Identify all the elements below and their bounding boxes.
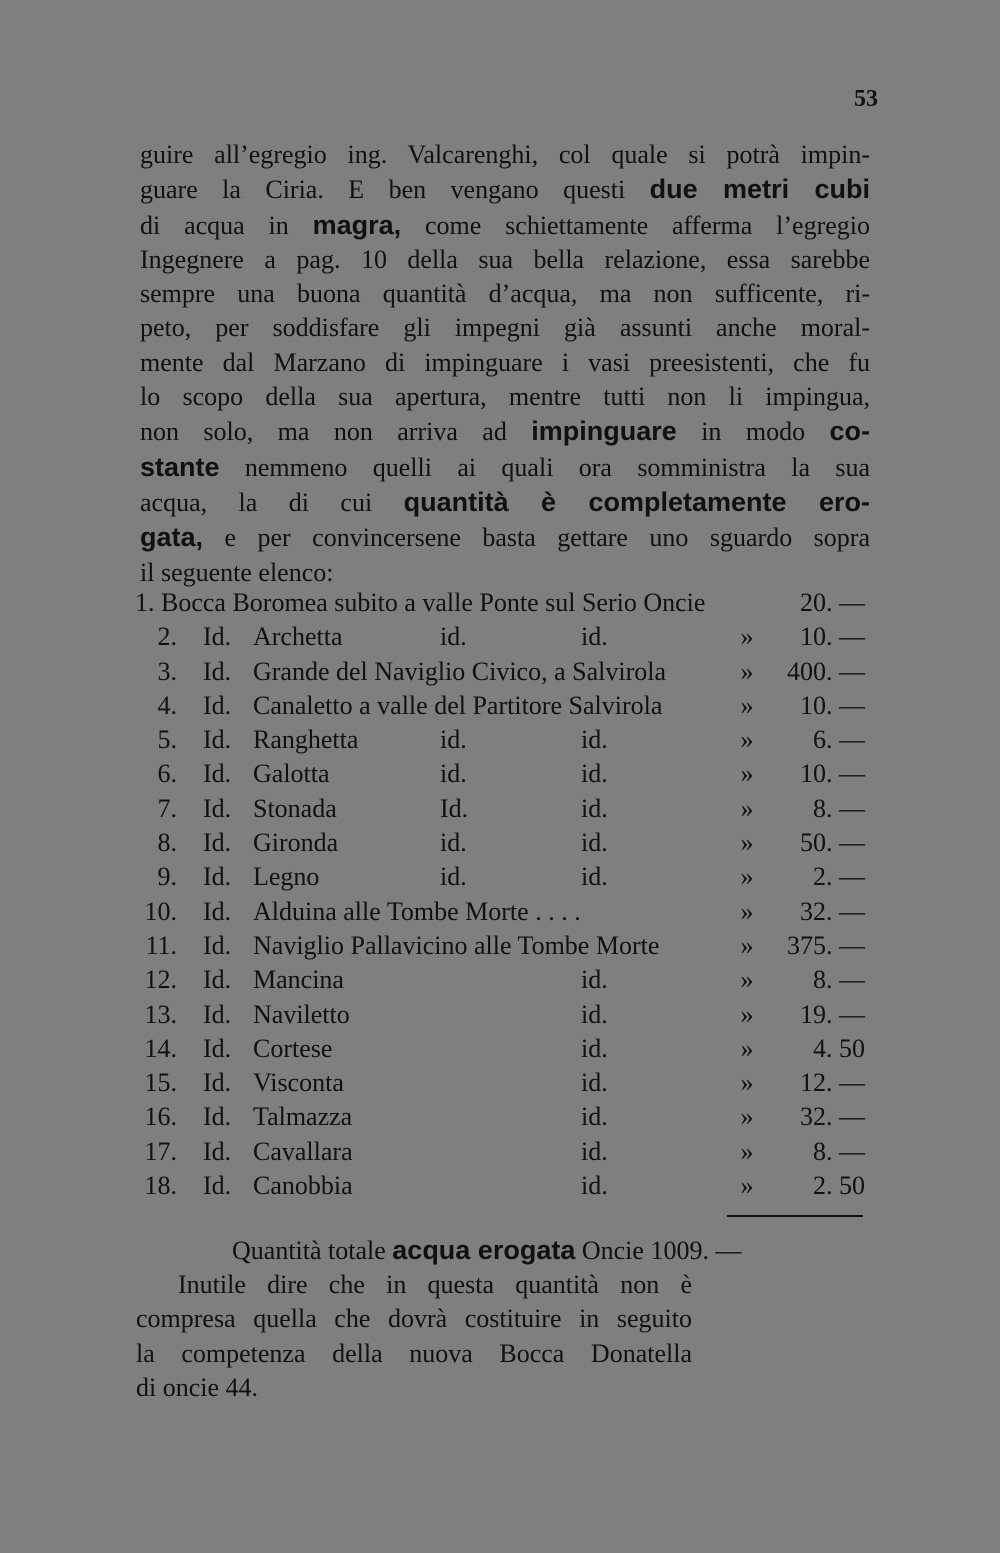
closing-line: di oncie 44. bbox=[136, 1372, 259, 1402]
list-item-name: Naviglio Pallavicino alle Tombe Morte bbox=[253, 930, 660, 960]
paragraph-line bbox=[140, 485, 870, 520]
list-item bbox=[135, 689, 870, 723]
list-item-c1: id. bbox=[440, 622, 467, 652]
list-item-id: Id. bbox=[203, 930, 232, 960]
emphasis-run: quantità è completamente ero- bbox=[403, 486, 870, 517]
list-item-id: Id. bbox=[203, 1102, 232, 1132]
emphasis-run: co- bbox=[829, 416, 870, 447]
closing-paragraph bbox=[136, 1268, 692, 1405]
list-item bbox=[135, 1135, 870, 1169]
list-item-val: 2. — bbox=[813, 862, 865, 892]
list-item-val: 32. — bbox=[800, 896, 865, 926]
list-item-ditto: » bbox=[740, 793, 754, 823]
list-item-ditto: » bbox=[740, 862, 754, 892]
paragraph-line bbox=[140, 243, 870, 277]
list-item-c2: id. bbox=[581, 622, 608, 652]
text-run: in modo bbox=[676, 417, 830, 447]
list-item-c1: id. bbox=[440, 759, 467, 789]
list-item-id: Id. bbox=[203, 1068, 232, 1098]
list-item-ditto: » bbox=[740, 656, 754, 686]
list-item-id: Id. bbox=[203, 656, 232, 686]
list-item-num: 11. bbox=[145, 930, 177, 960]
text-run: il seguente elenco: bbox=[140, 557, 334, 587]
list-item-name: Gironda bbox=[253, 828, 339, 858]
list-item-val: 375. — bbox=[787, 930, 865, 960]
list-item-c2: id. bbox=[581, 759, 608, 789]
paragraph-line bbox=[140, 208, 870, 243]
list-item bbox=[135, 586, 870, 620]
list-item-val: 50. — bbox=[800, 828, 865, 858]
closing-line: la competenza della nuova Bocca Donatella bbox=[136, 1338, 692, 1368]
list-item-val: 6. — bbox=[813, 725, 865, 755]
emphasis-run: due metri cubi bbox=[649, 174, 870, 205]
text-run: peto, per soddisfare gli impegni già assunti anche moral- bbox=[140, 313, 870, 343]
list-item-name: Talmazza bbox=[253, 1102, 353, 1132]
list-item-val: 2. 50 bbox=[813, 1171, 865, 1201]
emphasis-run: stante bbox=[140, 451, 220, 482]
list-item-c2: id. bbox=[581, 1033, 608, 1063]
list-item-ditto: » bbox=[740, 930, 754, 960]
water-outlet-list bbox=[135, 586, 870, 1203]
list-item bbox=[135, 929, 870, 963]
list-item-num: 7. bbox=[157, 793, 177, 823]
paragraph-line bbox=[140, 138, 870, 172]
text-run: acqua, la di cui bbox=[140, 487, 404, 517]
list-item bbox=[135, 1169, 870, 1203]
list-item-name: Cortese bbox=[253, 1033, 333, 1063]
list-item bbox=[135, 998, 870, 1032]
list-item-name: Naviletto bbox=[253, 999, 350, 1029]
paragraph-line bbox=[140, 556, 870, 590]
text-run: di acqua in bbox=[140, 210, 313, 240]
list-item-val: 10. — bbox=[800, 622, 865, 652]
list-item bbox=[135, 620, 870, 654]
emphasis-run: magra, bbox=[312, 209, 402, 240]
list-item-ditto: » bbox=[740, 999, 754, 1029]
list-item-ditto: » bbox=[740, 759, 754, 789]
list-item-num: 5. bbox=[157, 725, 177, 755]
list-item-id: Id. bbox=[203, 690, 232, 720]
list-item-id: Id. bbox=[203, 1136, 232, 1166]
list-item bbox=[135, 792, 870, 826]
list-item-c1: Id. bbox=[440, 793, 469, 823]
list-item bbox=[135, 723, 870, 757]
list-item-val: 8. — bbox=[813, 793, 865, 823]
paragraph-line bbox=[140, 450, 870, 485]
list-item bbox=[135, 1100, 870, 1134]
list-item bbox=[135, 963, 870, 997]
list-item-name: Legno bbox=[253, 862, 320, 892]
page-number: 53 bbox=[854, 86, 878, 112]
list-item-num: 17. bbox=[144, 1136, 177, 1166]
list-item-val: 400. — bbox=[787, 656, 865, 686]
closing-line: Inutile dire che in questa quantità non è bbox=[178, 1270, 692, 1299]
list-item-val: 8. — bbox=[813, 1136, 865, 1166]
list-item-name: Mancina bbox=[253, 965, 344, 995]
text-run: e per convincersene basta gettare uno sguardo sopra bbox=[203, 523, 870, 553]
body-paragraph bbox=[140, 138, 870, 590]
list-item bbox=[135, 1032, 870, 1066]
list-item-c1: id. bbox=[440, 828, 467, 858]
list-item-num: 9. bbox=[157, 862, 177, 892]
list-item bbox=[135, 826, 870, 860]
list-item-ditto: » bbox=[740, 1136, 754, 1166]
list-item-c2: id. bbox=[581, 1171, 608, 1201]
paragraph-line bbox=[140, 414, 870, 449]
paragraph-line bbox=[140, 311, 870, 345]
list-item-id: Id. bbox=[203, 896, 232, 926]
list-item-ditto: » bbox=[740, 1171, 754, 1201]
list-item-ditto: » bbox=[740, 896, 754, 926]
list-item-ditto: » bbox=[740, 965, 754, 995]
list-item-val: 8. — bbox=[813, 965, 865, 995]
closing-line: compresa quella che dovrà costituire in seguito bbox=[136, 1304, 692, 1334]
list-item-val: 10. — bbox=[800, 690, 865, 720]
paragraph-line bbox=[140, 172, 870, 207]
paragraph-line bbox=[140, 277, 870, 311]
list-item-val: 19. — bbox=[800, 999, 865, 1029]
list-item-num: 10. bbox=[144, 896, 177, 926]
list-item-id: Id. bbox=[203, 1033, 232, 1063]
list-item-id: Id. bbox=[203, 965, 232, 995]
paragraph-line bbox=[140, 380, 870, 414]
list-item-val: 4. 50 bbox=[813, 1033, 865, 1063]
list-item-c2: id. bbox=[581, 1136, 608, 1166]
list-item-num: 18. bbox=[144, 1171, 177, 1201]
list-item-text: 1. Bocca Boromea subito a valle Ponte sul Serio Oncie bbox=[135, 588, 706, 617]
list-item-name: Archetta bbox=[253, 622, 343, 652]
list-item bbox=[135, 895, 870, 929]
list-item-ditto: » bbox=[740, 1102, 754, 1132]
text-run: guire all’egregio ing. Valcarenghi, col quale si potrà impin- bbox=[140, 140, 870, 169]
list-item bbox=[135, 1066, 870, 1100]
list-item-id: Id. bbox=[203, 862, 232, 892]
list-item-name: Stonada bbox=[253, 793, 337, 823]
list-item-name: Galotta bbox=[253, 759, 330, 789]
list-item-id: Id. bbox=[203, 828, 232, 858]
list-item-c2: id. bbox=[581, 1102, 608, 1132]
list-item-c2: id. bbox=[581, 999, 608, 1029]
list-item-num: 2. bbox=[157, 622, 177, 652]
list-item-num: 4. bbox=[157, 690, 177, 720]
list-item-id: Id. bbox=[203, 793, 232, 823]
list-item-ditto: » bbox=[740, 622, 754, 652]
list-item-name: Alduina alle Tombe Morte . . . . bbox=[253, 896, 581, 926]
list-item-value: 20. — bbox=[800, 588, 865, 617]
text-run: non solo, ma non arriva ad bbox=[140, 417, 532, 447]
emphasis-run: gata, bbox=[140, 522, 204, 553]
text-run: guare la Ciria. E ben vengano questi bbox=[140, 175, 650, 205]
list-item-name: Grande del Naviglio Civico, a Salvirola bbox=[253, 656, 667, 686]
list-item-num: 13. bbox=[144, 999, 177, 1029]
text-run: nemmeno quelli ai quali ora somministra la sua bbox=[219, 452, 870, 482]
list-item-val: 10. — bbox=[800, 759, 865, 789]
list-item-num: 6. bbox=[157, 759, 177, 789]
list-item-id: Id. bbox=[203, 1171, 232, 1201]
list-item-val: 12. — bbox=[800, 1068, 865, 1098]
list-item-c2: id. bbox=[581, 1068, 608, 1098]
list-item-ditto: » bbox=[740, 725, 754, 755]
text-run: Ingegnere a pag. 10 della sua bella relazione, essa sarebbe bbox=[140, 244, 870, 274]
list-item-c2: id. bbox=[581, 965, 608, 995]
total-line bbox=[232, 1233, 741, 1268]
text-run: come schiettamente afferma l’egregio bbox=[401, 210, 870, 240]
paragraph-line bbox=[140, 346, 870, 380]
total-suffix: Oncie 1009. — bbox=[575, 1236, 742, 1265]
emphasis-run: impinguare bbox=[531, 416, 677, 447]
list-item bbox=[135, 860, 870, 894]
list-item bbox=[135, 757, 870, 791]
total-emphasis: acqua erogata bbox=[392, 1235, 576, 1265]
list-item-id: Id. bbox=[203, 622, 232, 652]
list-item-ditto: » bbox=[740, 1033, 754, 1063]
list-item-val: 32. — bbox=[800, 1102, 865, 1132]
list-item-c2: id. bbox=[581, 793, 608, 823]
text-run: mente dal Marzano di impinguare i vasi preesistenti, che fu bbox=[140, 347, 870, 377]
list-item-num: 16. bbox=[144, 1102, 177, 1132]
list-item-num: 12. bbox=[144, 965, 177, 995]
list-item-name: Canobbia bbox=[253, 1171, 353, 1201]
list-item-ditto: » bbox=[740, 690, 754, 720]
list-item-ditto: » bbox=[740, 1068, 754, 1098]
list-item-c2: id. bbox=[581, 725, 608, 755]
list-item-c2: id. bbox=[581, 862, 608, 892]
list-item-id: Id. bbox=[203, 725, 232, 755]
list-item-id: Id. bbox=[203, 759, 232, 789]
text-run: sempre una buona quantità d’acqua, ma non sufficente, ri- bbox=[140, 279, 870, 309]
list-item-name: Canaletto a valle del Partitore Salvirola bbox=[253, 690, 663, 720]
total-prefix: Quantità totale bbox=[232, 1236, 393, 1265]
sum-rule bbox=[727, 1215, 863, 1217]
list-item-num: 3. bbox=[157, 656, 177, 686]
list-item-c1: id. bbox=[440, 862, 467, 892]
list-item-name: Ranghetta bbox=[253, 725, 359, 755]
list-item-id: Id. bbox=[203, 999, 232, 1029]
text-run: lo scopo della sua apertura, mentre tutti non li impingua, bbox=[140, 382, 870, 412]
list-item-num: 14. bbox=[144, 1033, 177, 1063]
list-item bbox=[135, 655, 870, 689]
list-item-num: 8. bbox=[157, 828, 177, 858]
list-item-c1: id. bbox=[440, 725, 467, 755]
list-item-ditto: » bbox=[740, 828, 754, 858]
list-item-name: Cavallara bbox=[253, 1136, 353, 1166]
list-item-num: 15. bbox=[144, 1068, 177, 1098]
paragraph-line bbox=[140, 520, 870, 555]
list-item-name: Visconta bbox=[253, 1068, 344, 1098]
list-item-c2: id. bbox=[581, 828, 608, 858]
